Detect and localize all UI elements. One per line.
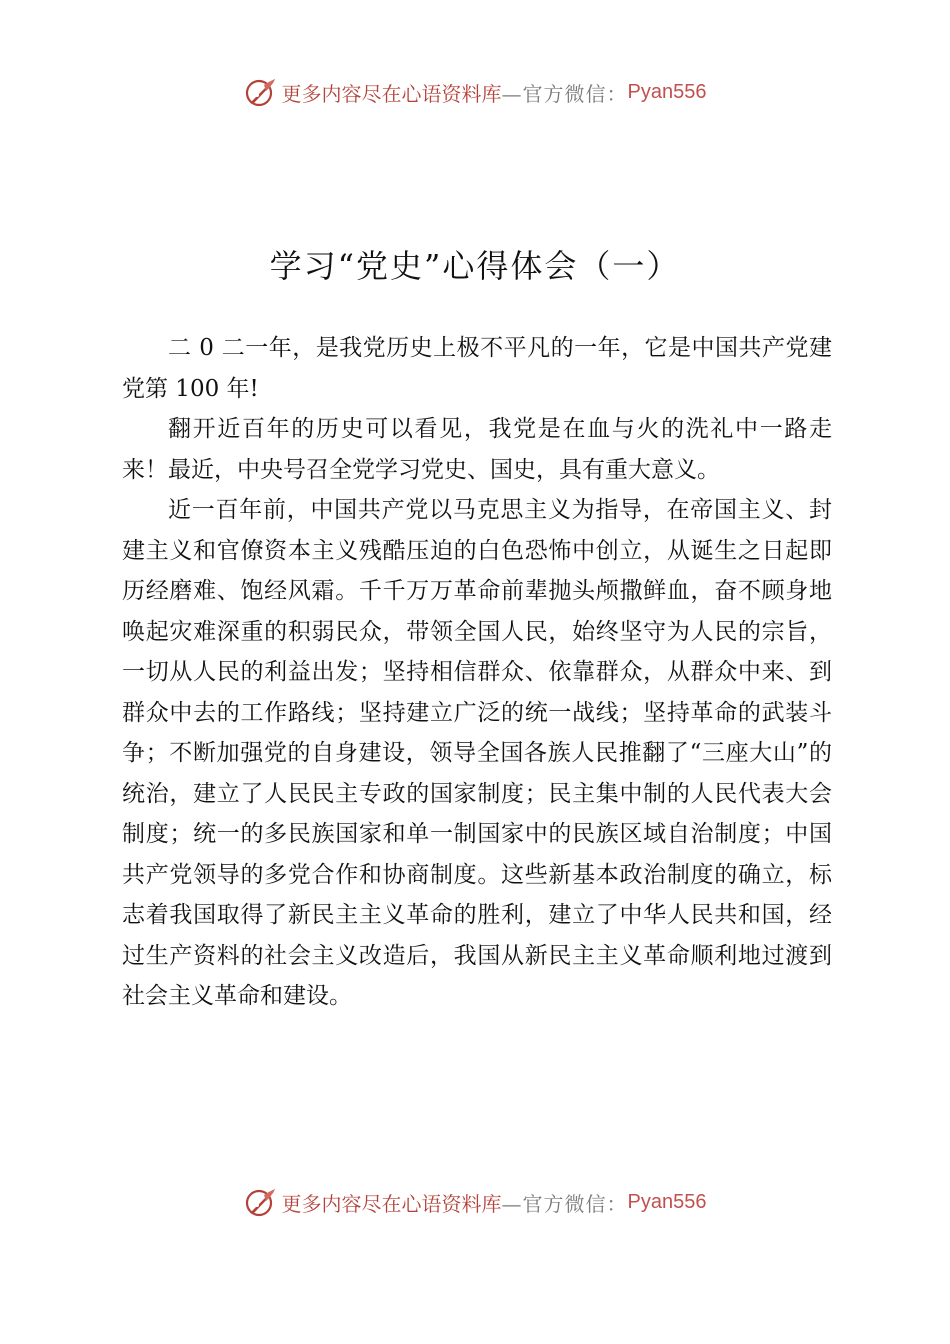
- paragraph-1: 二 0 二一年，是我党历史上极不平凡的一年，它是中国共产党建党第 100 年!: [122, 335, 832, 402]
- footer-separator-text: —官方微信：: [501, 1191, 628, 1216]
- paragraph-3: 近一百年前，中国共产党以马克思主义为指导，在帝国主义、封建主义和官僚资本主义残酷压迫的白色恐怖中创立，从诞生之日起即历经磨难、饱经风霜。千千万万革命前辈抛头颅撒鲜血，奋不顾身地唤起灾难深重的积弱民众，带领全国人民，始终坚守为人民的宗旨，一切从人民的利益出发；坚持相信群众、依靠群众，从群众中来、到群众中去的工作路线；坚持建立广泛的统一战线；坚持革命的武装斗争；不断加强党的自身建设，领导全国各族人民推翻了“三座大山”的统治，建立了人民民主专政的国家制度；民主集中制的人民代表大会制度；统一的多民族国家和单一制国家中的民族区域自治制度；中国共产党领导的多党合作和协商制度。这些新基本政治制度的确立，标志着我国取得了新民主主义革命的胜利，建立了中华人民共和国，经过生产资料的社会主义改造后，我国从新民主主义革命顺利地过渡到社会主义革命和建设。: [122, 497, 832, 1009]
- footer-banner: [0, 1182, 950, 1222]
- footer-wechat-id: Pyan556: [627, 1190, 707, 1213]
- quill-pen-logo-icon: [244, 75, 278, 109]
- document-body: [122, 328, 832, 1017]
- footer-site-text: 更多内容尽在心语资料库: [281, 1191, 502, 1216]
- header-separator-text: —官方微信：: [501, 81, 628, 106]
- quill-pen-logo-icon: [244, 1185, 278, 1219]
- document-title: 学习“党史”心得体会（一）: [269, 247, 681, 285]
- header-banner: [0, 72, 950, 112]
- paragraph-2: 翻开近百年的历史可以看见，我党是在血与火的洗礼中一路走来！最近，中央号召全党学习党史、国史，具有重大意义。: [122, 416, 832, 483]
- header-site-text: 更多内容尽在心语资料库: [281, 81, 502, 106]
- header-wechat-id: Pyan556: [627, 80, 707, 103]
